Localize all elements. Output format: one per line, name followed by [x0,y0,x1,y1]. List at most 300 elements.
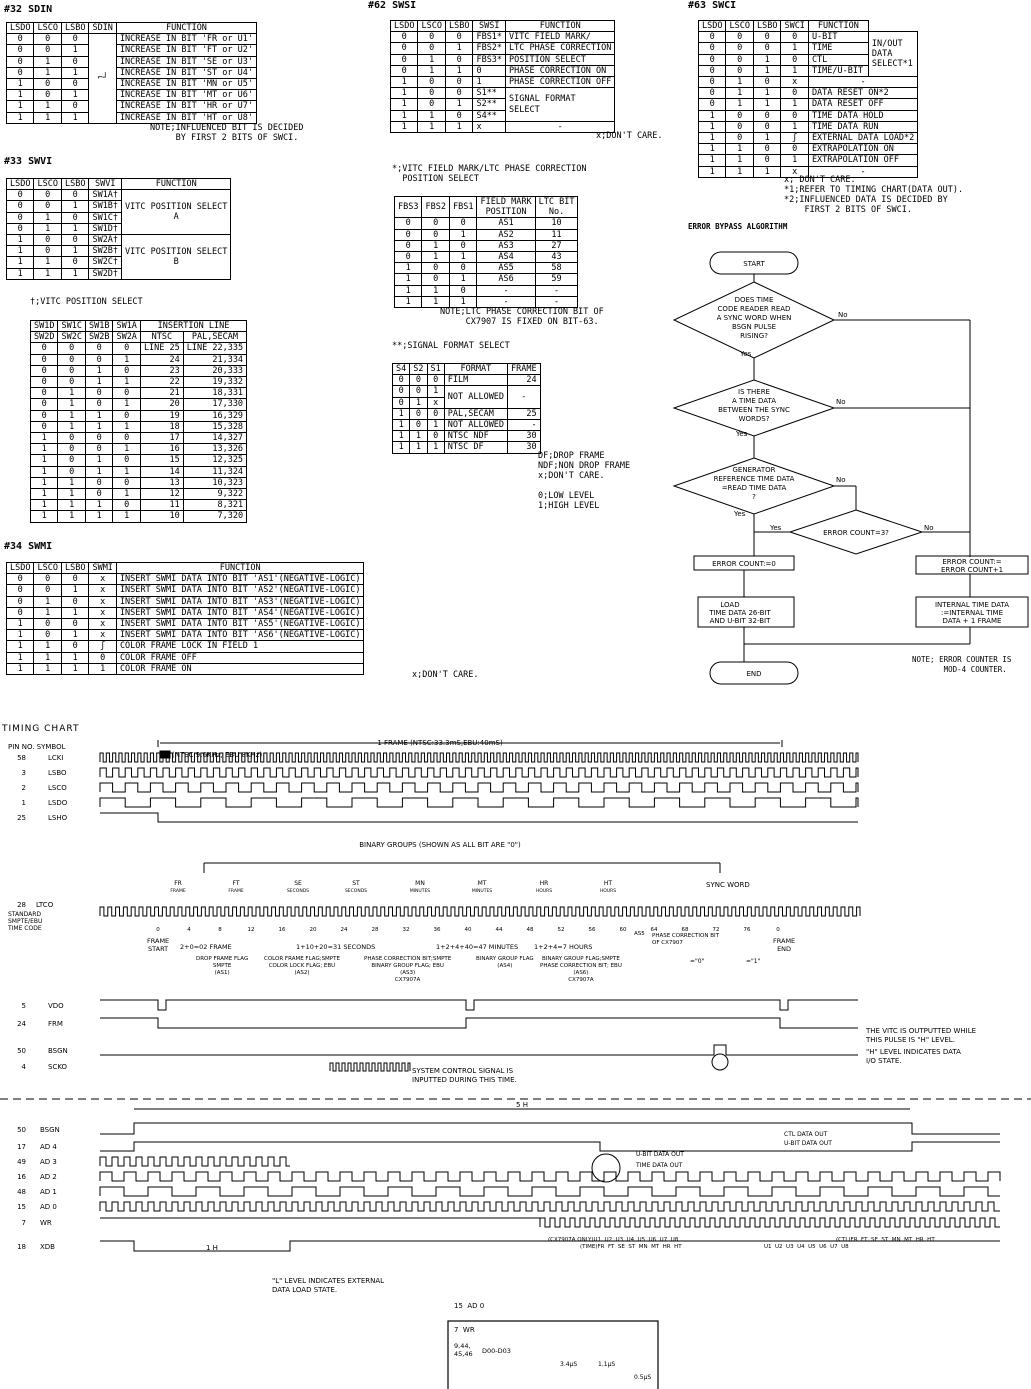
table-cell: 1 [7,112,34,123]
table-header: FORMAT [444,364,507,375]
table-row [31,377,247,388]
table-cell: 0 [34,235,61,246]
flowchart [660,240,1031,690]
table-cell: 1 [395,263,422,274]
table-cell: 0 [449,240,476,251]
ann-as5: AS5 [634,931,645,937]
table-row [395,285,578,296]
flow-no-3: No [836,476,846,484]
pin-symbol: WR [40,1219,52,1227]
table-cell: 0 [781,54,808,65]
flow-b3-1: TIME DATA 26-BIT [709,609,771,617]
table-cell: PHASE CORRECTION OFF [506,77,615,88]
table-cell: 1 [393,420,410,431]
table-cell: 1 [113,399,140,410]
table-cell: 1 [34,663,61,674]
flow-b4-2: DATA + 1 FRAME [942,617,1002,625]
table-cell: 1 [61,607,88,618]
table-cell: 0 [726,133,753,144]
table-cell: 0 [113,500,140,511]
table-cell: INCREASE IN BIT 'SE or U3' [116,56,256,67]
table-cell: INSERT SWMI DATA INTO BIT 'AS4'(NEGATIVE-LOGIC) [116,607,364,618]
table-cell: 1 [395,285,422,296]
table-cell: 0 [726,65,753,76]
table-header: FUNCTION [116,23,256,34]
table-cell: 0 [393,375,410,386]
table-header: FBS1 [449,197,476,218]
table-cell: 1 [753,54,780,65]
group-sub: SECONDS [286,889,310,894]
table-cell: 0 [61,212,88,223]
pin-symbol: LCKI [48,754,64,762]
table-cell: 1 [445,99,472,110]
table-row [7,67,257,78]
flow-b3-2: AND U-BIT 32-BIT [709,617,771,625]
table-cell: 1 [422,296,449,307]
table-row [7,630,364,641]
table-cell: 1 [58,500,85,511]
frame-end: FRAME END [773,937,796,953]
ann-bgf2: BINARY GROUP FLAG;SMPTE PHASE CORRECTION BIT; EBU (AS6) CX7907A [540,956,622,983]
table-header: SW2A [113,332,140,343]
pin-number: 50 [17,1047,26,1055]
table-cell: 0 [473,65,506,76]
table-cell: x [89,607,116,618]
table-cell: 1 [427,386,444,397]
swsi-table [390,20,615,133]
table-row [7,101,257,112]
group-sub: HOURS [535,889,553,894]
table-cell: 15,328 [183,421,246,432]
table-row [7,190,231,201]
table-cell: 1 [61,223,88,234]
flow-no-1: No [838,311,848,319]
timing-pin-header: PIN NO. SYMBOL [8,743,66,751]
table-cell: 1 [7,101,34,112]
table-cell: EXTRAPOLATION ON [808,144,917,155]
table-cell: x [89,630,116,641]
table-cell: x [89,574,116,585]
table-cell: 0 [427,408,444,419]
table-cell: 1 [418,65,445,76]
table-cell: 1 [393,431,410,442]
swmi-title: #34 SWMI [4,541,53,552]
table-cell: 1 [422,240,449,251]
table-cell: 0 [726,43,753,54]
table-header: LSBO [445,21,472,32]
bit-number: 52 [557,927,565,933]
table-cell: 1 [58,388,85,399]
table-cell: 0 [726,121,753,132]
table-cell: 1 [753,65,780,76]
table-cell: 27 [535,240,578,251]
table-cell: 1 [726,99,753,110]
table-cell: 0 [418,99,445,110]
table-cell: 1 [699,166,726,177]
table-cell: x [89,619,116,630]
table-cell: U-BIT [808,32,868,43]
table-row [31,399,247,410]
table-cell: 1 [473,77,506,88]
table-cell: 1 [61,246,88,257]
table-header: SWCI [781,21,808,32]
table-row [31,343,247,354]
table-row [391,65,615,76]
table-cell: SW1A† [89,190,122,201]
table-row [395,252,578,263]
ltco-symbol: LTCO [36,901,54,909]
table-cell: PHASE CORRECTION ON [506,65,615,76]
table-cell: 1 [7,268,34,279]
table-cell: 0 [781,32,808,43]
table-header: FBS3 [395,197,422,218]
table-cell: SW1C† [89,212,122,223]
table-cell: 1 [58,477,85,488]
flow-d1-2: A SYNC WORD WHEN [716,314,792,322]
table-cell: 1 [34,223,61,234]
table-header: LSBO [61,23,88,34]
table-cell: 0 [753,32,780,43]
table-cell: 0 [781,110,808,121]
table-cell: VITC FIELD MARK/ [506,32,615,43]
table-cell: 1 [410,442,427,453]
table-cell: 1 [7,663,34,674]
table-cell: 19,332 [183,377,246,388]
table-cell: 0 [699,88,726,99]
table-cell: 1 [61,268,88,279]
table-row [7,34,257,45]
table-header: LSDO [7,23,34,34]
table-cell: 0 [395,252,422,263]
table-cell: VITC POSITION SELECT A [122,190,231,235]
table-cell: 1 [7,90,34,101]
pin-symbol: LSHO [48,814,68,822]
table-cell: 1 [726,144,753,155]
pin-symbol: FRM [48,1020,63,1028]
table-row [31,354,247,365]
pin-number: 5 [21,1002,26,1010]
table-header: LSDO [391,21,418,32]
table-cell: 0 [418,43,445,54]
table-cell: 1 [699,110,726,121]
table-row [699,133,918,144]
table-cell: 0 [418,77,445,88]
table-header: LSCO [34,179,61,190]
table-cell: 1 [7,630,34,641]
table-cell: 0 [422,263,449,274]
pin-symbol: AD 0 [40,1203,57,1211]
table-header: S1 [427,364,444,375]
table-cell: 0 [391,54,418,65]
table-cell: NOT ALLOWED [444,386,507,408]
ann-sec: 1+10+20=31 SECONDS [296,943,376,951]
table-cell: 30 [508,431,541,442]
table-cell: 0 [85,444,112,455]
table-cell: 1 [753,88,780,99]
flow-start: START [743,260,765,268]
table-cell: 0 [58,466,85,477]
table-cell: 1 [781,155,808,166]
table-cell: - [508,420,541,431]
ann-drop-frame: DROP FRAME FLAG SMPTE (AS1) [196,956,249,976]
table-cell: 0 [85,399,112,410]
table-cell: SW2D† [89,268,122,279]
table-cell: 0 [7,223,34,234]
table-header: FBS2 [422,197,449,218]
table-cell: INCREASE IN BIT 'FR or U1' [116,34,256,45]
table-cell: FILM [444,375,507,386]
bit-number: 8 [218,927,222,933]
table-cell: S4** [473,110,506,121]
table-cell: 1 [445,121,472,132]
pin-number: 7 [21,1219,26,1227]
sigfmt-caption: **;SIGNAL FORMAT SELECT [392,341,510,351]
swmi-note: x;DON'T CARE. [412,670,479,680]
table-row [699,77,918,88]
table-cell: 1 [393,442,410,453]
table-cell: 0 [7,585,34,596]
table-cell: 12,325 [183,455,246,466]
table-cell: 0 [7,67,34,78]
table-cell: 0 [113,433,140,444]
table-cell: 0 [445,110,472,121]
flow-yes-3: Yes [734,510,746,518]
table-cell: 1 [113,421,140,432]
table-cell: 0 [113,477,140,488]
one-h: 1 H [206,1244,218,1252]
table-cell: 0 [410,408,427,419]
table-cell: - [535,296,578,307]
table-cell: 1 [34,56,61,67]
ltco-desc: STANDARD [8,911,42,918]
ann-frame: 2+0=02 FRAME [180,943,232,951]
table-cell: 1 [34,101,61,112]
table-cell: 1 [753,99,780,110]
xdb-note: "L" LEVEL INDICATES EXTERNAL DATA LOAD STATE. [272,1277,385,1294]
ltco-wave [100,907,860,916]
table-cell: AS6 [477,274,535,285]
table-header: LSCO [34,563,61,574]
ctl-out: CTL DATA OUT [784,1131,828,1138]
sigfmt-note: DF;DROP FRAME NDF;NON DROP FRAME x;DON'T CARE. 0;LOW LEVEL 1;HIGH LEVEL [538,451,631,511]
table-header: LSCO [418,21,445,32]
table-header: FUNCTION [116,563,364,574]
table-cell: 1 [7,246,34,257]
detail-d-pins: 9,44, 45,46 [454,1342,473,1358]
table-cell: AS4 [477,252,535,263]
bsgn2-wave [100,1123,1000,1134]
pin-number: 1 [21,799,26,807]
wr-wave [540,1218,1000,1227]
table-cell: ⌐┘ [89,34,116,124]
table-cell: COLOR FRAME LOCK IN FIELD 1 [116,641,364,652]
table-cell: 15 [140,455,183,466]
table-cell: 0 [85,489,112,500]
vitc-pos-caption: †;VITC POSITION SELECT [30,297,143,307]
table-cell: 0 [34,190,61,201]
h-level-note: "H" LEVEL INDICATES DATA I/O STATE. [866,1048,961,1065]
table-cell: ʃ [89,641,116,652]
table-cell: 1 [427,442,444,453]
flow-d3-3: ? [752,493,756,501]
pin-symbol: AD 2 [40,1173,57,1181]
table-cell: 1 [85,466,112,477]
table-cell: 1 [58,421,85,432]
table-header: LSCO [726,21,753,32]
table-cell: 1 [85,377,112,388]
table-cell: TIME [808,43,868,54]
group-sub: FRAME [170,889,186,894]
table-cell: 0 [61,190,88,201]
table-header: FUNCTION [122,179,231,190]
table-cell: VITC POSITION SELECT B [122,235,231,280]
table-cell: 1 [61,45,88,56]
table-cell: 21,334 [183,354,246,365]
detail-t3: 0.5μS [634,1374,652,1381]
time-out: TIME DATA OUT [636,1162,683,1169]
table-cell: - [808,77,917,88]
pin-symbol: LSDO [48,799,68,807]
table-cell: 1 [781,65,808,76]
table-cell: 0 [449,218,476,229]
table-cell: 1 [89,663,116,674]
table-row [7,79,257,90]
table-cell: 1 [753,166,780,177]
pin-symbol: BSGN [48,1047,68,1055]
table-cell: 0 [391,65,418,76]
table-cell: 1 [34,641,61,652]
table-row [393,408,541,419]
table-cell: 58 [535,263,578,274]
table-cell: 1 [753,133,780,144]
table-cell: 1 [391,121,418,132]
table-cell: 0 [410,386,427,397]
pin-symbol: VDO [48,1002,64,1010]
table-cell: 1 [7,641,34,652]
table-row [7,45,257,56]
table-cell: 1 [391,88,418,99]
table-cell: ʃ [781,133,808,144]
table-cell: 20,333 [183,365,246,376]
table-cell: 0 [410,375,427,386]
table-row [699,32,918,43]
flow-b2-0: ERROR COUNT:= [942,558,1002,566]
table-cell: 1 [61,663,88,674]
table-row [391,88,615,99]
table-cell: 1 [34,268,61,279]
table-cell: SW1C [58,321,85,332]
table-cell: 0 [7,212,34,223]
pin-number: 49 [17,1158,26,1166]
table-cell: 1 [391,110,418,121]
table-cell: 0 [85,354,112,365]
table-cell: LTC PHASE CORRECTION [506,43,615,54]
pin-number: 24 [17,1020,26,1028]
table-cell: EXTERNAL DATA LOAD*2 [808,133,917,144]
table-cell: 0 [427,375,444,386]
table-cell: 1 [85,511,112,522]
table-cell: 0 [422,229,449,240]
lsco-wave [100,783,858,792]
table-cell: x [473,121,506,132]
frm-wave [100,1018,858,1028]
lsho-wave [100,813,858,822]
table-cell: 9,322 [183,489,246,500]
table-row [699,121,918,132]
table-cell: 0 [61,596,88,607]
detail-d-sym: D00-D03 [482,1347,511,1355]
table-cell: 1 [85,455,112,466]
ad3-wave [100,1157,290,1166]
table-cell: IN/OUT DATA SELECT*1 [868,32,917,77]
table-cell: 0 [31,377,58,388]
table-cell: INSERT SWMI DATA INTO BIT 'AS5'(NEGATIVE-LOGIC) [116,619,364,630]
table-cell: 0 [58,343,85,354]
table-cell: x [89,596,116,607]
table-cell: 1 [726,77,753,88]
table-cell: 0 [113,365,140,376]
pin-number: 25 [17,814,26,822]
table-cell: SW1A [113,321,140,332]
table-cell: 1 [781,121,808,132]
pin-number: 2 [21,784,26,792]
table-cell: 0 [699,99,726,110]
table-cell: 10 [140,511,183,522]
table-cell: 0 [61,619,88,630]
table-header: LTC BIT No. [535,197,578,218]
table-cell: 0 [61,34,88,45]
table-cell: 0 [395,240,422,251]
table-cell: SW1B [85,321,112,332]
table-cell: 1 [34,596,61,607]
table-cell: 1 [34,257,61,268]
table-cell: 0 [31,399,58,410]
table-header: FRAME [508,364,541,375]
table-cell: 1 [34,607,61,618]
vitc-note: THE VITC IS OUTPUTTED WHILE THIS PULSE IS "H" LEVEL. [866,1027,977,1044]
table-cell: 0 [7,574,34,585]
table-cell: NOT ALLOWED [444,420,507,431]
table-cell: 1 [34,212,61,223]
swsi-note: x;DON'T CARE. [596,131,663,141]
table-cell: 1 [113,466,140,477]
table-header: LSBO [753,21,780,32]
group-label: SE [294,880,302,887]
pin-symbol: SCKO [48,1063,68,1071]
table-cell: 0 [61,641,88,652]
fieldmark-note: NOTE;LTC PHASE CORRECTION BIT OF CX7907 IS FIXED ON BIT-63. [440,307,604,327]
table-cell: 24 [508,375,541,386]
table-cell: SW2C† [89,257,122,268]
table-cell: 0 [7,56,34,67]
group-sub: SECONDS [344,889,368,894]
table-cell: x [427,397,444,408]
fieldmark-table [394,196,578,308]
table-cell: 0 [395,229,422,240]
table-cell: 0 [753,77,780,88]
table-cell: AS1 [477,218,535,229]
table-cell: 0 [85,388,112,399]
table-cell: CTL [808,54,868,65]
flow-b4-0: INTERNAL TIME DATA [934,601,1010,609]
group-sub: MINUTES [409,889,431,894]
ltco-desc: SMPTE/EBU [8,918,43,925]
table-cell: 7,320 [183,511,246,522]
table-cell: 18,331 [183,388,246,399]
table-cell: 1 [7,257,34,268]
sdin-title: #32 SDIN [4,4,53,15]
table-cell: 8,321 [183,500,246,511]
